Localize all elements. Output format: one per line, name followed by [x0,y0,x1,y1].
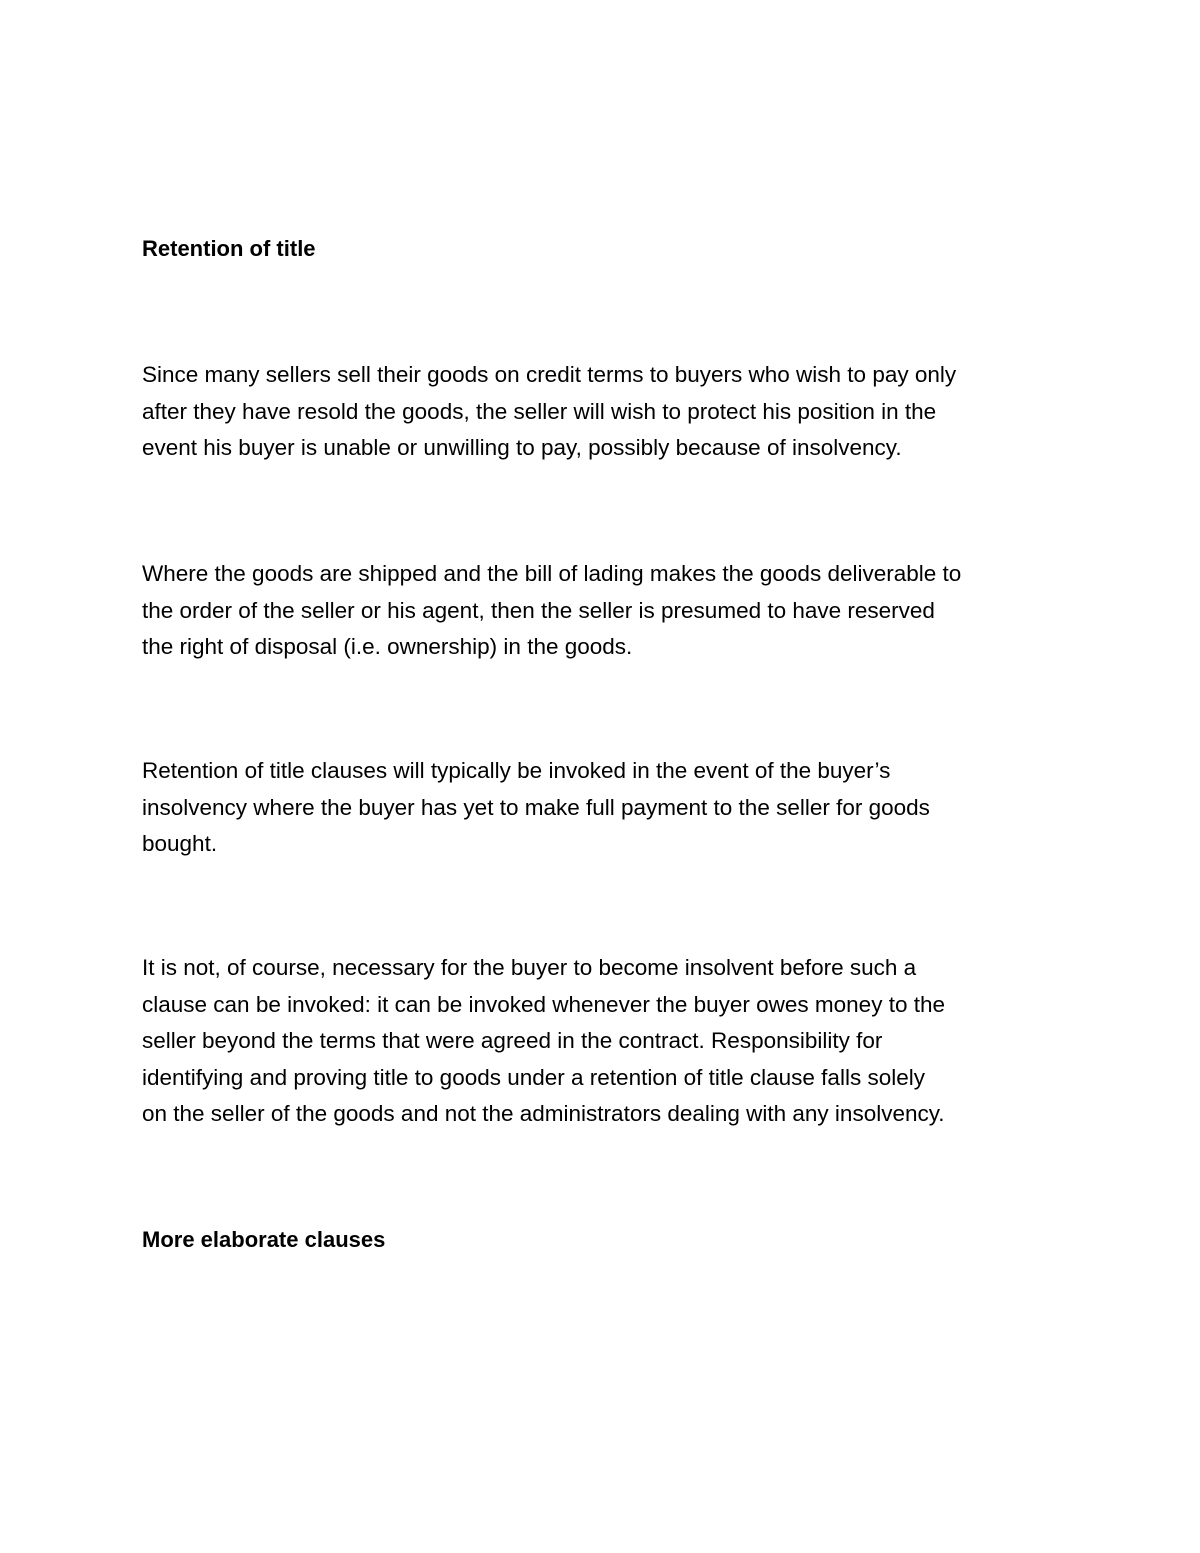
paragraph-line: bought. [142,831,218,856]
paragraph-clause-invoked [142,950,1067,1133]
paragraph-credit-terms [142,357,1067,467]
paragraph-line: seller beyond the terms that were agreed in the contract. Responsibility for [142,1028,883,1053]
paragraph-line: insolvency where the buyer has yet to make full payment to the seller for goods [142,794,930,820]
paragraph-line: identifying and proving title to goods under a retention of title clause falls solely [142,1064,925,1090]
paragraph-line: after they have resold the goods, the seller will wish to protect his position in the [142,398,937,424]
paragraph-bill-of-lading [142,556,1067,666]
paragraph-line: It is not, of course, necessary for the buyer to become insolvent before such a [142,955,917,980]
paragraph-insolvency [142,753,1067,863]
paragraph-line: the right of disposal (i.e. ownership) in the goods. [142,634,633,659]
paragraph-line: clause can be invoked: it can be invoked whenever the buyer owes money to the [142,991,945,1017]
heading-retention-of-title: Retention of title [142,236,316,261]
paragraph-line: on the seller of the goods and not the administrators dealing with any insolvency. [142,1101,945,1126]
paragraph-line: the order of the seller or his agent, then the seller is presumed to have reserved [142,597,935,623]
paragraph-line: event his buyer is unable or unwilling to pay, possibly because of insolvency. [142,435,902,460]
paragraph-line: Retention of title clauses will typically be invoked in the event of the buyer’s [142,758,891,783]
paragraph-line: Since many sellers sell their goods on credit terms to buyers who wish to pay only [142,362,957,387]
paragraph-line: Where the goods are shipped and the bill of lading makes the goods deliverable to [142,561,962,586]
heading-more-elaborate-clauses: More elaborate clauses [142,1227,386,1252]
